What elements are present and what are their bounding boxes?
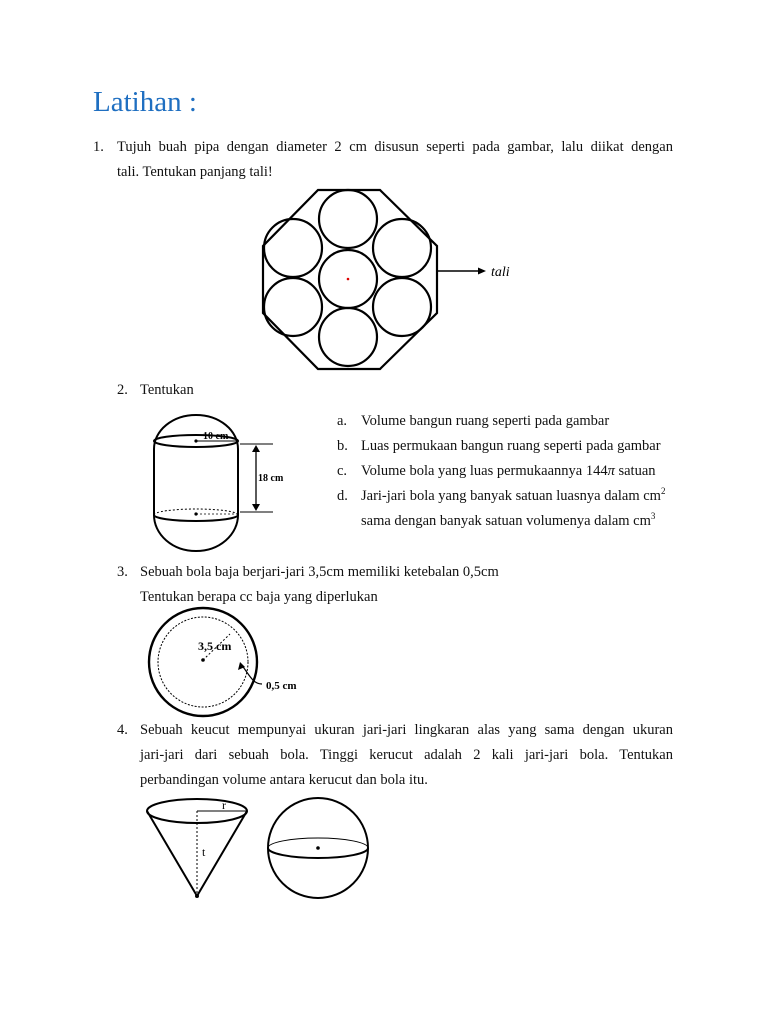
question-1-number: 1. <box>93 139 104 155</box>
ball-radius-label: 3,5 cm <box>198 639 232 653</box>
q2-item-d-continuation: sama dengan banyak satuan volumenya dalam $cm^3$ <box>361 511 656 529</box>
capsule-diameter-label: 10 cm <box>203 431 229 442</box>
cone-height-label: t <box>202 845 206 859</box>
question-3-line-2: Tentukan berapa cc baja yang diperlukan <box>140 589 378 605</box>
q2-item-b-text: Luas permukaan bangun ruang seperti pada gambar <box>361 438 661 454</box>
question-2-number: 2. <box>117 382 128 398</box>
question-3-line-1: Sebuah bola baja berjari-jari 3,5cm memiliki ketebalan 0,5cm <box>140 564 499 580</box>
question-4-line-1: Sebuah keucut mempunyai ukuran jari-jari lingkaran alas yang sama dengan ukuran <box>140 722 673 738</box>
question-4-line-3: perbandingan volume antara kerucut dan bola itu. <box>140 772 428 788</box>
q2-item-c-text: Volume bola yang luas permukaannya 144π satuan <box>361 463 656 479</box>
ball-thickness-label: 0,5 cm <box>266 680 297 692</box>
question-1-line-2: tali. Tentukan panjang tali! <box>117 164 273 180</box>
q2-item-d-text: Jari-jari bola yang banyak satuan luasnya dalam $cm^2$ <box>361 486 666 504</box>
question-2-heading: Tentukan <box>140 382 194 398</box>
question-4-number: 4. <box>117 722 128 738</box>
question-4-line-2: jari-jari dari sebuah bola. Tinggi kerucut adalah 2 kali jari-jari bola. Tentukan <box>140 747 673 763</box>
rope-label: tali <box>491 265 510 280</box>
capsule-height-label: 18 cm <box>258 473 284 484</box>
question-3-number: 3. <box>117 564 128 580</box>
q2-item-d-letter: d. <box>337 488 348 504</box>
page-title: Latihan : <box>93 86 197 118</box>
q2-item-a-text: Volume bangun ruang seperti pada gambar <box>361 413 610 429</box>
pi-symbol: π <box>607 463 615 479</box>
question-1-line-1: Tujuh buah pipa dengan diameter 2 cm disusun seperti pada gambar, lalu diikat dengan <box>117 139 673 155</box>
cone-radius-label: r <box>222 798 226 812</box>
q2-item-c-letter: c. <box>337 463 348 479</box>
q2-item-a-letter: a. <box>337 413 348 429</box>
q2-item-b-letter: b. <box>337 438 348 454</box>
